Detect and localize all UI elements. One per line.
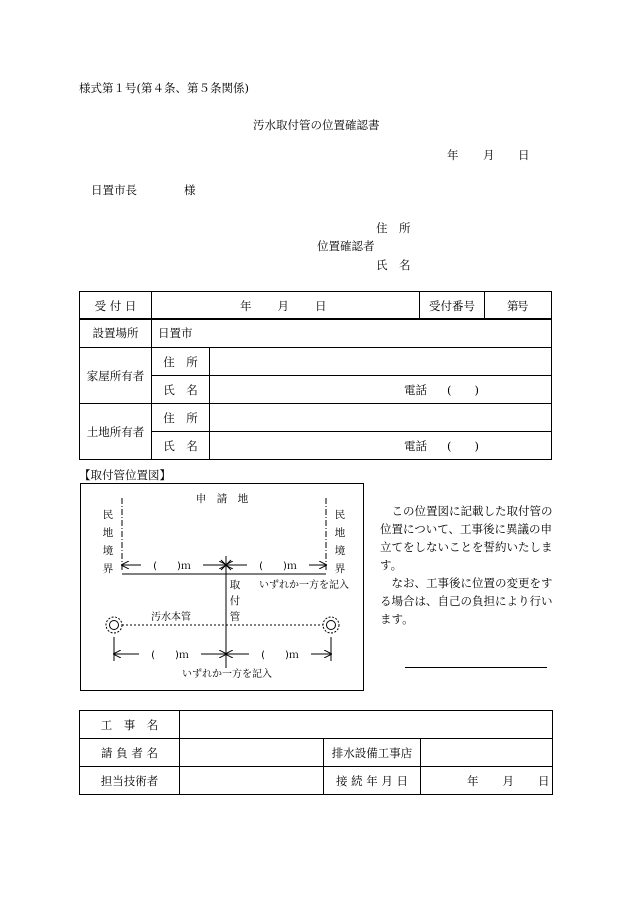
house-owner-phone-paren: ( ) xyxy=(447,382,479,397)
left-boundary-char-1: 民 xyxy=(102,509,114,521)
left-boundary-char-4: 界 xyxy=(102,563,114,575)
right-boundary-char-1: 民 xyxy=(334,509,346,521)
either-one-upper-label: いずれか一方を記入 xyxy=(259,580,349,591)
confirmer-address-label: 住 所 xyxy=(376,221,411,235)
connection-pipe-char-3: 管 xyxy=(229,611,241,623)
construction-table xyxy=(79,710,553,795)
pledge-paragraph-1: この位置図に記載した取付管の位置について、工事後に異議の申立てをしないことを誓約いたします。 xyxy=(380,504,553,572)
land-owner-phone-paren: ( ) xyxy=(447,438,479,453)
honorific: 様 xyxy=(184,183,196,197)
number-prefix: 第 xyxy=(507,298,519,313)
house-owner-phone-label: 電話 xyxy=(404,382,427,397)
bottom-left-distance-label: ( )ｍ xyxy=(151,650,189,661)
pledge-statement xyxy=(380,502,555,628)
date-month-label: 月 xyxy=(483,148,495,162)
left-boundary-char-3: 境 xyxy=(102,545,114,557)
land-owner-phone-label: 電話 xyxy=(404,438,427,453)
house-owner-address-field[interactable] xyxy=(210,348,552,376)
receipt-month-label: 月 xyxy=(277,298,289,313)
engineer-label: 担当技術者 xyxy=(80,767,180,795)
connection-pipe-char-2: 付 xyxy=(229,595,241,607)
house-owner-address-label: 住 所 xyxy=(152,348,210,376)
connection-date-field[interactable] xyxy=(421,767,553,795)
top-right-distance-label: ( )ｍ xyxy=(259,561,297,572)
receipt-day-label: 日 xyxy=(315,298,327,313)
land-owner-address-label: 住 所 xyxy=(152,404,210,432)
date-day-label: 日 xyxy=(518,148,530,162)
house-owner-name-label: 氏 名 xyxy=(152,376,210,404)
engineer-field[interactable] xyxy=(180,767,324,795)
application-table xyxy=(79,291,552,320)
left-manhole-icon xyxy=(106,617,122,633)
bottom-right-distance-label: ( )ｍ xyxy=(261,650,299,661)
receipt-number-label: 受付番号 xyxy=(420,292,485,320)
pledge-paragraph-2: なお、工事後に位置の変更をする場合は、自己の負担により行います。 xyxy=(380,576,553,626)
date-year-label: 年 xyxy=(447,148,459,162)
top-left-distance-label: ( )ｍ xyxy=(153,561,191,572)
connection-pipe-char-1: 取 xyxy=(229,579,241,591)
main-sewer-label: 汚水本管 xyxy=(151,612,191,623)
land-owner-address-row xyxy=(80,404,552,432)
receipt-date-cell[interactable] xyxy=(152,292,420,320)
receipt-date-label: 受 付 日 xyxy=(80,292,152,320)
house-owner-address-row xyxy=(80,348,552,376)
work-name-row xyxy=(80,711,553,739)
connection-date-label: 接 続 年 月 日 xyxy=(324,767,421,795)
either-one-lower-label: いずれか一方を記入 xyxy=(182,669,272,680)
location-label: 設置場所 xyxy=(80,319,152,348)
contractor-field[interactable] xyxy=(180,739,324,767)
right-boundary-char-3: 境 xyxy=(334,545,346,557)
connection-month-label: 月 xyxy=(502,773,514,788)
pipe-position-diagram xyxy=(80,483,364,691)
work-name-label: 工 事 名 xyxy=(80,711,180,739)
right-boundary-char-2: 地 xyxy=(334,527,346,539)
location-row xyxy=(80,319,552,348)
engineer-row xyxy=(80,767,553,795)
location-value[interactable]: 日置市 xyxy=(152,319,552,348)
connection-year-label: 年 xyxy=(467,773,479,788)
contractor-label: 請 負 者 名 xyxy=(80,739,180,767)
diagram-section-title: 【取付管位置図】 xyxy=(79,468,171,482)
number-suffix: 号 xyxy=(517,299,529,313)
land-owner-label: 土地所有者 xyxy=(80,404,152,460)
confirmer-name-label: 氏 名 xyxy=(376,258,411,272)
connection-day-label: 日 xyxy=(538,773,550,788)
drainage-contractor-field[interactable] xyxy=(421,739,553,767)
left-boundary-char-2: 地 xyxy=(102,527,114,539)
form-number: 様式第１号(第４条、第５条関係) xyxy=(79,81,249,95)
receipt-row xyxy=(80,292,552,320)
owner-table xyxy=(79,318,552,460)
document-title: 汚水取付管の位置確認書 xyxy=(253,118,380,132)
receipt-year-label: 年 xyxy=(240,298,252,313)
right-boundary-char-4: 界 xyxy=(334,563,346,575)
house-owner-name-field[interactable] xyxy=(210,376,552,404)
land-owner-address-field[interactable] xyxy=(210,404,552,432)
signature-line[interactable] xyxy=(405,667,547,668)
house-owner-label: 家屋所有者 xyxy=(80,348,152,404)
work-name-field[interactable] xyxy=(180,711,553,739)
contractor-row xyxy=(80,739,553,767)
addressee: 日置市長 xyxy=(91,183,137,197)
application-site-label: 申 請 地 xyxy=(195,493,249,505)
land-owner-name-field[interactable] xyxy=(210,432,552,460)
diagram-svg xyxy=(81,484,363,690)
right-manhole-icon xyxy=(323,617,339,633)
drainage-contractor-label: 排水設備工事店 xyxy=(324,739,421,767)
confirmer-role-label: 位置確認者 xyxy=(317,239,375,253)
land-owner-name-label: 氏 名 xyxy=(152,432,210,460)
